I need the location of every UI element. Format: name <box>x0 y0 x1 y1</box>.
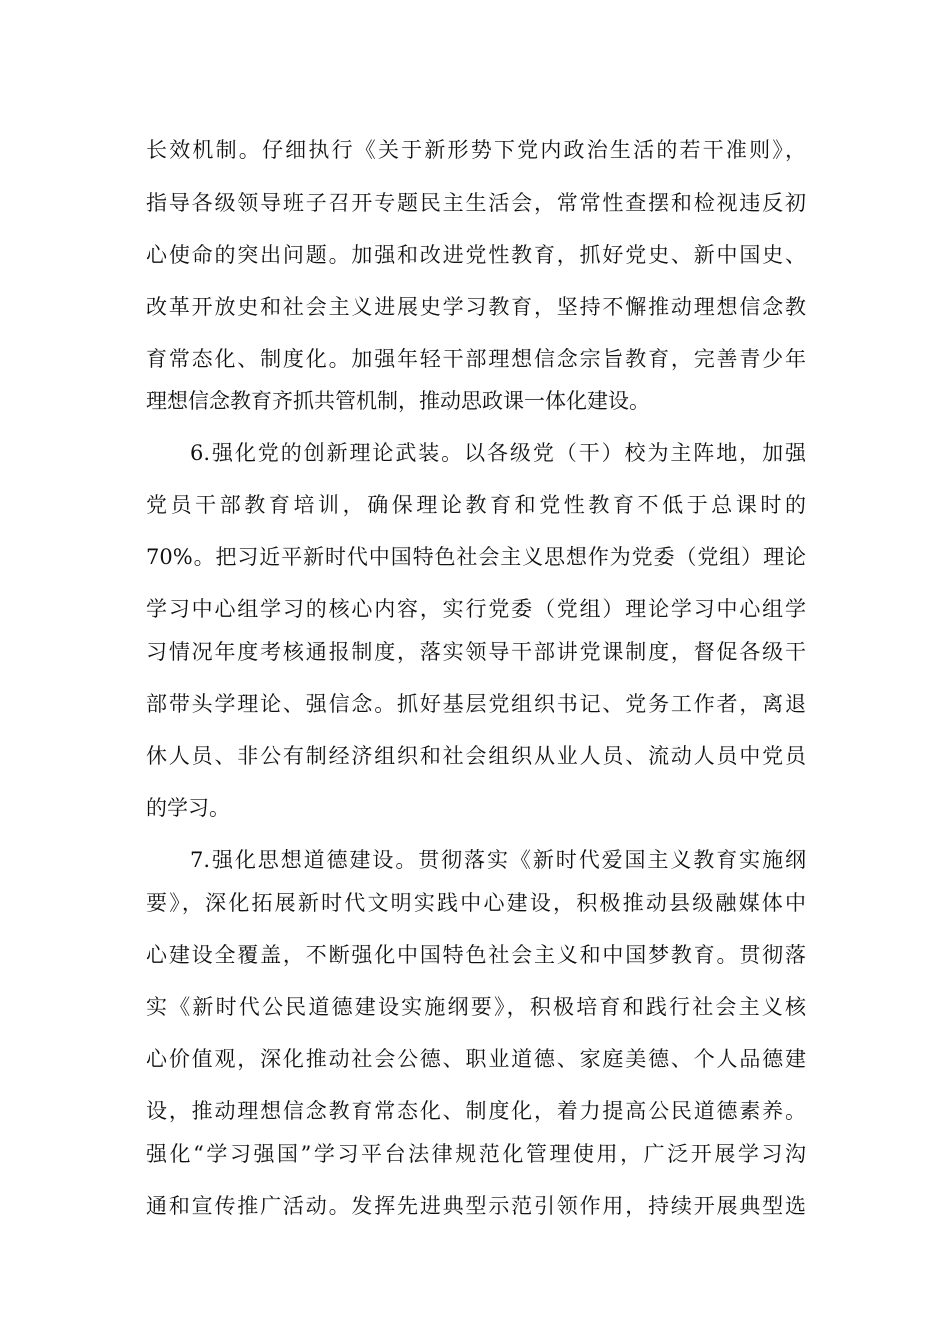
text-line: 指导各级领导班子召开专题民主生活会，常常性查摆和检视违反初 <box>146 191 806 215</box>
text-line: 心建设全覆盖，不断强化中国特色社会主义和中国梦教育。贯彻落 <box>146 943 806 967</box>
text-line: 设，推动理想信念教育常态化、制度化，着力提高公民道德素养。 <box>146 1099 806 1123</box>
text-line: 实《新时代公民道德建设实施纲要》，积极培育和践行社会主义核 <box>146 995 806 1019</box>
text-line: 的学习。 <box>146 796 230 820</box>
text-line: 理想信念教育齐抓共管机制，推动思政课一体化建设。 <box>146 389 650 413</box>
text-line: 学习中心组学习的核心内容，实行党委（党组）理论学习中心组学 <box>146 597 806 621</box>
text-line: 习情况年度考核通报制度，落实领导干部讲党课制度，督促各级干 <box>146 640 806 664</box>
text-line: 心价值观，深化推动社会公德、职业道德、家庭美德、个人品德建 <box>146 1047 806 1071</box>
paragraph-heading-line: 7.强化思想道德建设。贯彻落实《新时代爱国主义教育实施纲 <box>190 848 806 872</box>
text-line: 心使命的突出问题。加强和改进党性教育，抓好党史、新中国史、 <box>146 243 806 267</box>
text-line: 长效机制。仔细执行《关于新形势下党内政治生活的若干准则》， <box>146 138 806 162</box>
text-line: 强化“学习强国”学习平台法律规范化管理使用，广泛开展学习沟 <box>146 1142 806 1166</box>
text-line: 改革开放史和社会主义进展史学习教育，坚持不懈推动理想信念教 <box>146 295 806 319</box>
text-line: 育常态化、制度化。加强年轻干部理想信念宗旨教育，完善青少年 <box>146 347 806 371</box>
text-line: 党员干部教育培训，确保理论教育和党性教育不低于总课时的 <box>146 493 806 517</box>
text-line: 部带头学理论、强信念。抓好基层党组织书记、党务工作者，离退 <box>146 692 806 716</box>
text-line: 休人员、非公有制经济组织和社会组织从业人员、流动人员中党员 <box>146 744 806 768</box>
text-line: 70%。把习近平新时代中国特色社会主义思想作为党委（党组）理论 <box>146 545 806 569</box>
paragraph-heading-line: 6.强化党的创新理论武装。以各级党（干）校为主阵地，加强 <box>190 441 806 465</box>
text-line: 通和宣传推广活动。发挥先进典型示范引领作用，持续开展典型选 <box>146 1194 806 1218</box>
text-line: 要》，深化拓展新时代文明实践中心建设，积极推动县级融媒体中 <box>146 891 806 915</box>
